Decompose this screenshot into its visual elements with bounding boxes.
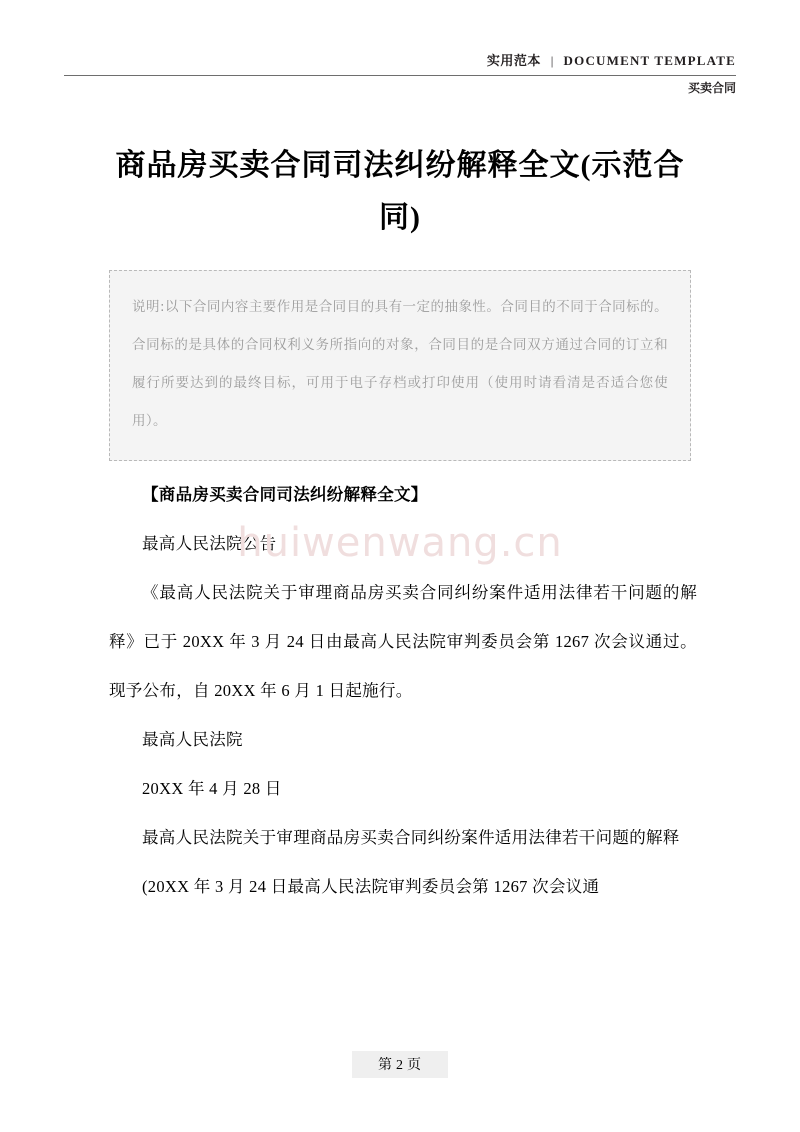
page-title: 商品房买卖合同司法纠纷解释全文(示范合同) [115, 149, 685, 234]
paragraph: 《最高人民法院关于审理商品房买卖合同纠纷案件适用法律若干问题的解释》已于 20XX 年 3 月 24 日由最高人民法院审判委员会第 1267 次会议通过。现予公布，自 20XX 年 6 月 1 日起施行。 [109, 583, 697, 700]
footer-prefix: 第 [378, 1058, 393, 1073]
header-divider [64, 75, 736, 76]
header-separator: | [550, 53, 554, 68]
paragraph: (20XX 年 3 月 24 日最高人民法院审判委员会第 1267 次会议通 [142, 877, 600, 896]
footer-page-number: 2 [396, 1058, 404, 1073]
page-header [64, 52, 736, 70]
header-label-en: DOCUMENT TEMPLATE [563, 53, 736, 68]
header-title-row [64, 52, 736, 70]
note-box [109, 270, 691, 461]
paragraph: 最高人民法院 [142, 730, 243, 749]
header-subtitle: 买卖合同 [687, 81, 736, 95]
header-label-cn: 实用范本 [486, 53, 541, 68]
paragraph: 【商品房买卖合同司法纠纷解释全文】 [142, 485, 428, 504]
paragraph: 最高人民法院公告 [142, 534, 277, 553]
paragraph: 20XX 年 4 月 28 日 [142, 779, 282, 798]
page-footer [0, 1051, 800, 1078]
note-text: 说明:以下合同内容主要作用是合同目的具有一定的抽象性。合同目的不同于合同标的。合同标的是具体的合同权利义务所指向的对象，合同目的是合同双方通过合同的订立和履行所要达到的最终目标，可用于电子存档或打印使用（使用时请看清是否适合您使用）。 [132, 299, 668, 429]
watermark: huiwenwang.cn [237, 520, 563, 566]
paragraph: 最高人民法院关于审理商品房买卖合同纠纷案件适用法律若干问题的解释 [142, 828, 680, 847]
page-number-badge [352, 1051, 448, 1078]
footer-suffix: 页 [407, 1058, 422, 1073]
document-body [109, 470, 697, 911]
